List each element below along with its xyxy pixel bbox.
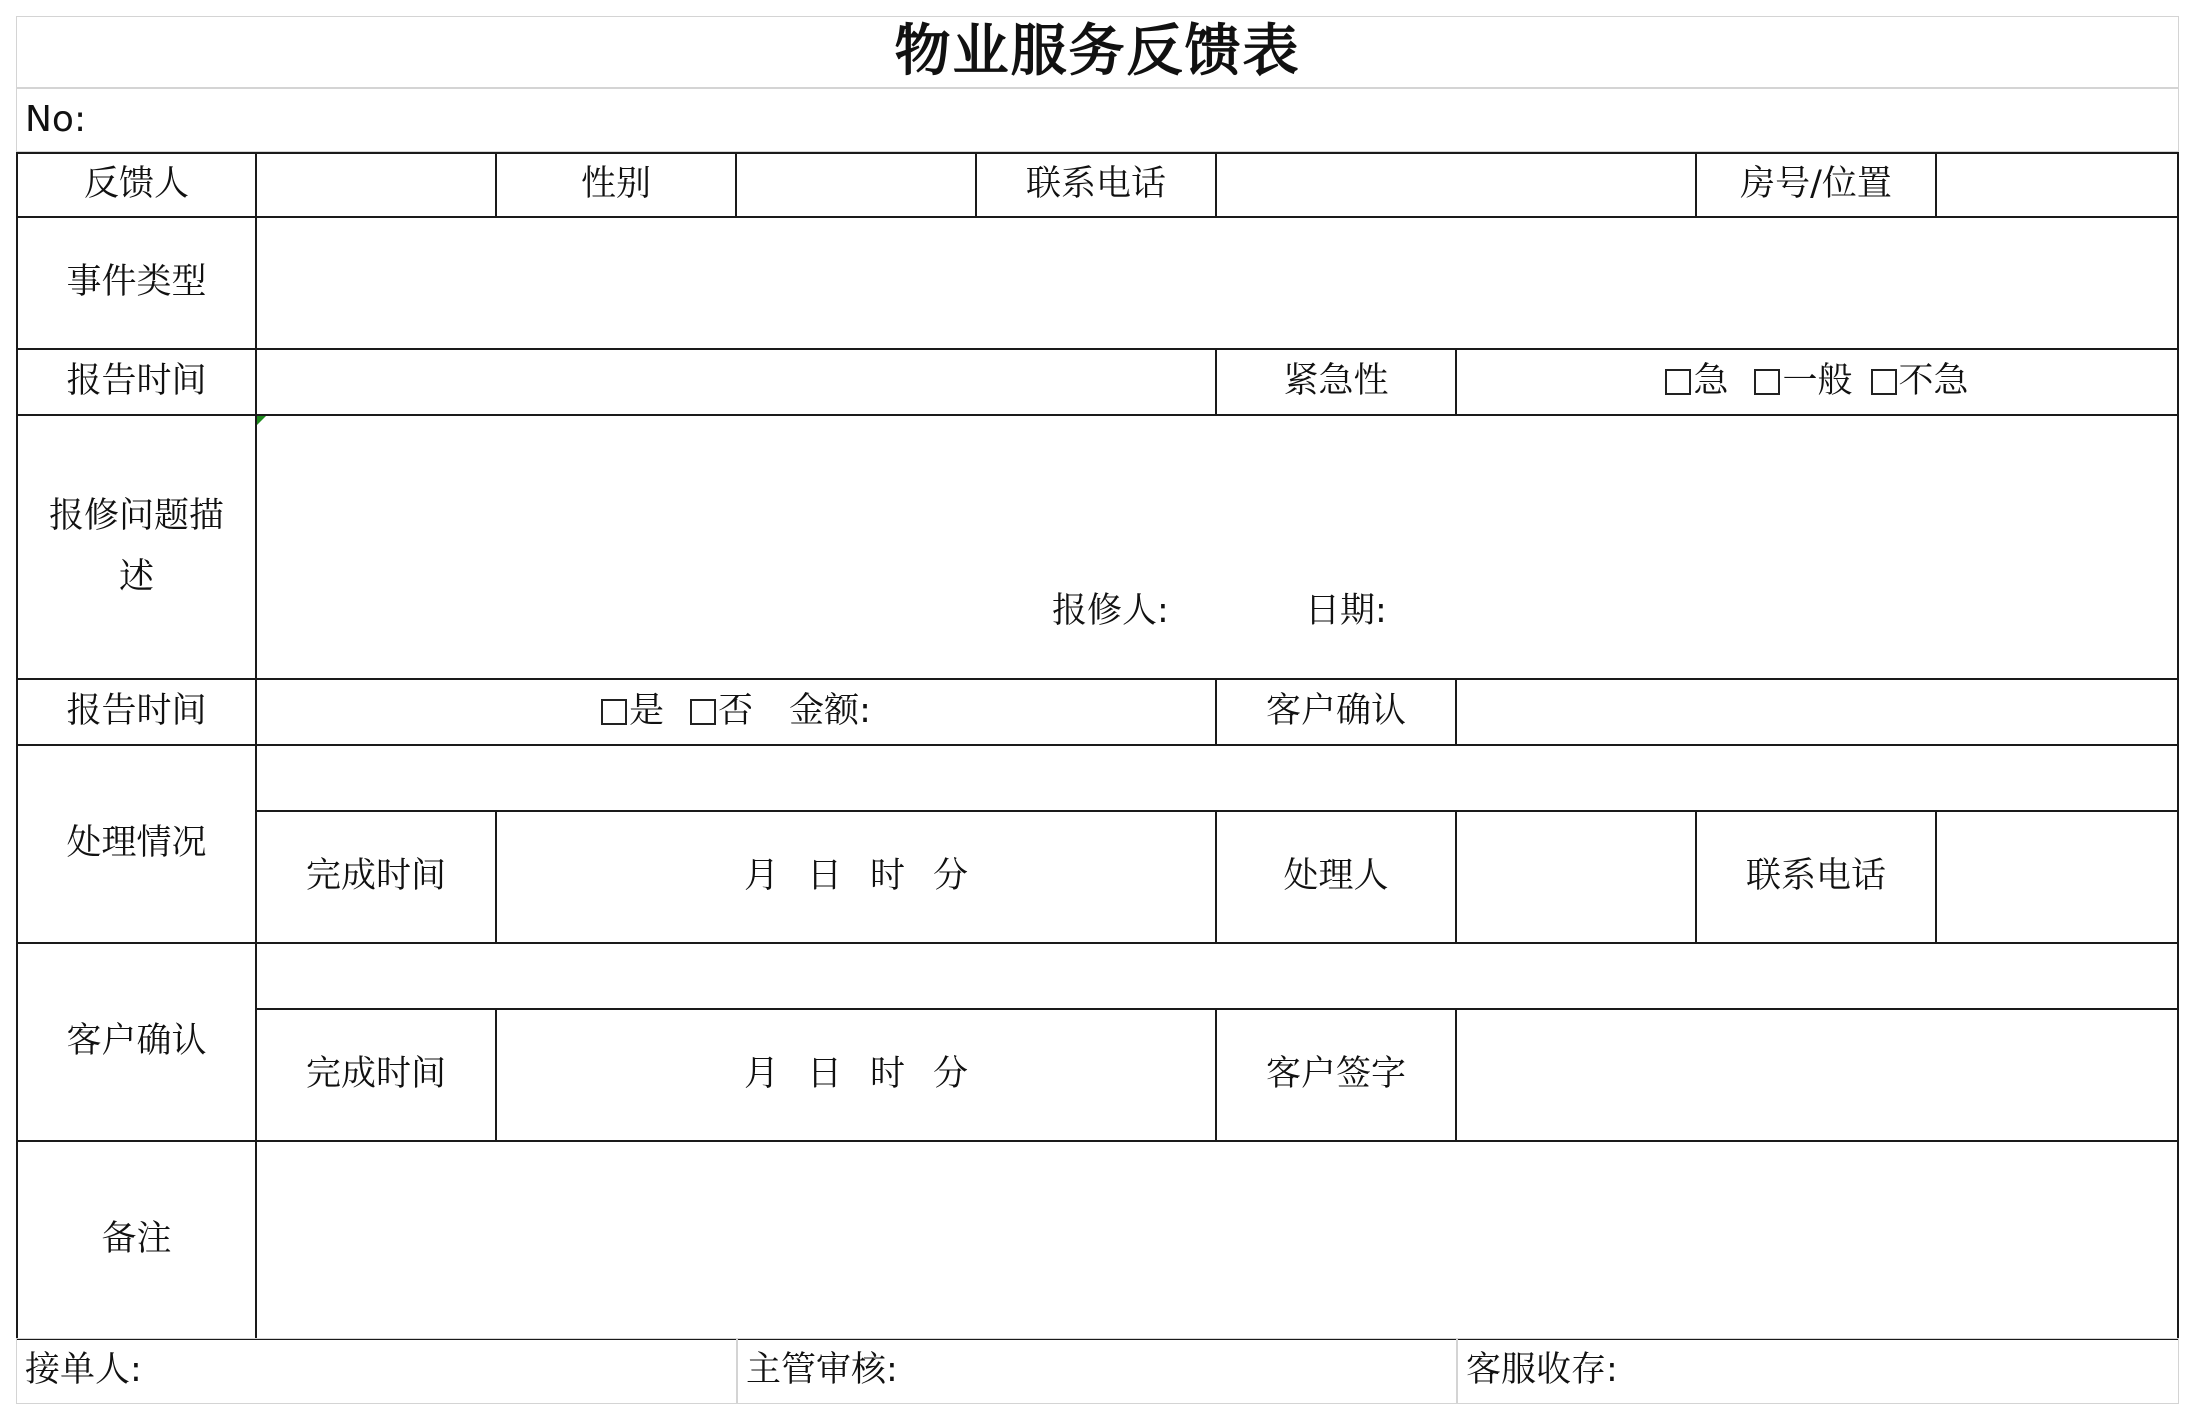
urgency-urgent-option[interactable]: 急 <box>1665 358 1728 405</box>
customer-confirm-cell[interactable] <box>1455 678 2179 746</box>
service-storage-label: 客服收存: <box>1457 1338 2179 1404</box>
repair-description-label: 报修问题描 述 <box>16 414 257 680</box>
form-title: 物业服务反馈表 <box>16 16 2179 88</box>
room-cell[interactable] <box>1935 152 2179 218</box>
cell-comment-marker-icon <box>257 416 266 425</box>
report-time-2-label: 报告时间 <box>16 678 257 746</box>
receiver-label: 接单人: <box>16 1338 737 1404</box>
remarks-label: 备注 <box>16 1140 257 1340</box>
handler-phone-label: 联系电话 <box>1695 810 1937 944</box>
report-time-label: 报告时间 <box>16 348 257 416</box>
phone-label: 联系电话 <box>975 152 1217 218</box>
checkbox-icon[interactable] <box>690 699 716 725</box>
gender-label: 性别 <box>495 152 737 218</box>
charge-yes-option[interactable]: 是 <box>601 688 664 735</box>
date-label: 日期: <box>1305 591 1387 631</box>
urgency-not-urgent-option[interactable]: 不急 <box>1871 358 1969 405</box>
reporter-label: 报修人: <box>1052 591 1169 631</box>
checkbox-icon[interactable] <box>601 699 627 725</box>
urgency-options <box>1455 348 2179 416</box>
handling-finish-time-cell[interactable]: 月 日 时 分 <box>495 810 1217 944</box>
charge-options <box>255 678 1217 746</box>
customer-signature-label: 客户签字 <box>1215 1008 1457 1142</box>
charge-no-option[interactable]: 否 <box>690 688 753 735</box>
gender-cell[interactable] <box>735 152 977 218</box>
event-type-label: 事件类型 <box>16 216 257 350</box>
confirm-finish-time-cell[interactable]: 月 日 时 分 <box>495 1008 1217 1142</box>
urgency-label: 紧急性 <box>1215 348 1457 416</box>
customer-confirm-label: 客户确认 <box>1215 678 1457 746</box>
amount-label: 金额: <box>789 691 871 732</box>
report-time-cell[interactable] <box>255 348 1217 416</box>
repair-description-cell[interactable] <box>255 414 2179 680</box>
room-label: 房号/位置 <box>1695 152 1937 218</box>
feedback-person-cell[interactable] <box>255 152 497 218</box>
supervisor-label: 主管审核: <box>737 1338 1457 1404</box>
handling-label: 处理情况 <box>16 744 257 944</box>
handling-notes-cell[interactable] <box>255 744 2179 812</box>
confirm-finish-time-label: 完成时间 <box>255 1008 497 1142</box>
checkbox-icon[interactable] <box>1665 369 1691 395</box>
serial-number-label: No: <box>16 88 2179 152</box>
phone-cell[interactable] <box>1215 152 1697 218</box>
checkbox-icon[interactable] <box>1871 369 1897 395</box>
handler-cell[interactable] <box>1455 810 1697 944</box>
checkbox-icon[interactable] <box>1754 369 1780 395</box>
customer-confirm-notes-cell[interactable] <box>255 942 2179 1010</box>
handler-phone-cell[interactable] <box>1935 810 2179 944</box>
customer-signature-cell[interactable] <box>1455 1008 2179 1142</box>
handling-finish-time-label: 完成时间 <box>255 810 497 944</box>
remarks-cell[interactable] <box>255 1140 2179 1340</box>
feedback-person-label: 反馈人 <box>16 152 257 218</box>
handler-label: 处理人 <box>1215 810 1457 944</box>
event-type-cell[interactable] <box>255 216 2179 350</box>
customer-confirm-section-label: 客户确认 <box>16 942 257 1142</box>
urgency-normal-option[interactable]: 一般 <box>1754 358 1852 405</box>
